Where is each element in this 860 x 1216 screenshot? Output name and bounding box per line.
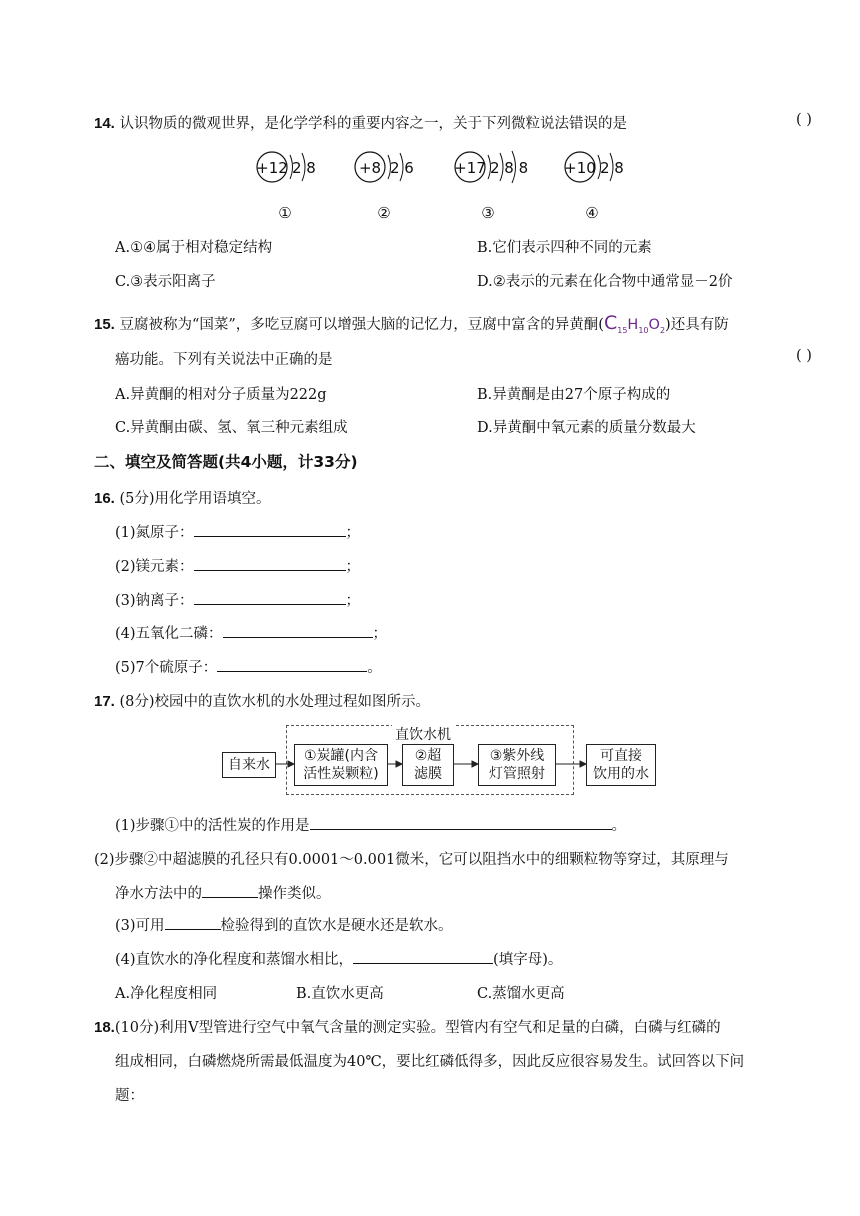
answer-blank[interactable] <box>194 590 346 605</box>
option-c: C.③表示阳离子 <box>115 274 216 290</box>
question-number: 16. <box>94 490 115 507</box>
diagram-title: 直饮水机 <box>392 724 454 744</box>
atom-diagram-3 <box>454 151 528 222</box>
option-d: D.异黄酮中氧元素的质量分数最大 <box>477 420 696 436</box>
question-stem: (5分)用化学用语填空。 <box>119 491 271 507</box>
chemical-formula: $C_{15}H_{10}O_2$ <box>603 312 666 335</box>
question-17 <box>94 690 430 711</box>
atom-label: ② <box>377 204 391 222</box>
answer-bracket: ( ) <box>796 112 812 128</box>
fill-item-2: (2)镁元素： ； <box>115 555 360 576</box>
option-b: B.异黄酮是由27个原子构成的 <box>477 387 671 403</box>
fill-item-1: (1)氮原子： ； <box>115 521 360 542</box>
step-2-box: ②超 滤膜 <box>402 744 454 786</box>
question-15 <box>94 312 729 335</box>
question-stem-end: )还具有防 <box>665 317 729 333</box>
answer-blank[interactable] <box>353 949 493 964</box>
step-1-box: ①炭罐(内含 活性炭颗粒) <box>294 744 388 786</box>
atom-label: ④ <box>585 204 599 222</box>
option-c: C.异黄酮由碳、氢、氧三种元素组成 <box>115 420 348 436</box>
flow-arrows <box>222 722 660 796</box>
question-number: 17. <box>94 693 115 710</box>
option-a: A.净化程度相同 <box>115 986 218 1002</box>
section-heading: 二、填空及简答题(共4小题，计33分) <box>94 453 358 471</box>
option-c: C.蒸馏水更高 <box>477 986 565 1002</box>
fill-item-3: (3)钠离子： ； <box>115 589 360 610</box>
sub-question-3: (3)可用 检验得到的直饮水是硬水还是软水。 <box>115 914 453 935</box>
fill-item-4: (4)五氧化二磷： ； <box>115 622 387 643</box>
sub-question-1: (1)步骤①中的活性炭的作用是 。 <box>115 814 626 835</box>
question-14 <box>94 112 627 133</box>
answer-bracket: ( ) <box>796 348 812 364</box>
question-stem: (10分)利用V型管进行空气中氧气含量的测定实验。型管内有空气和足量的白磷，白磷与红磷的 <box>114 1020 721 1036</box>
atom-label: ① <box>278 204 292 222</box>
question-stem: 认识物质的微观世界，是化学学科的重要内容之一，关于下列微粒说法错误的是 <box>119 116 627 132</box>
atom-diagram-1 <box>256 152 316 222</box>
question-number: 18. <box>94 1019 115 1036</box>
atom-diagram-4 <box>564 152 624 222</box>
option-a: A.①④属于相对稳定结构 <box>115 240 273 256</box>
electron-shells: 2 8 8 <box>490 159 529 177</box>
output-box: 可直接 饮用的水 <box>586 744 656 786</box>
question-stem: 豆腐被称为“国菜”，多吃豆腐可以增强大脑的记忆力，豆腐中富含的异黄酮( <box>119 317 604 333</box>
question-number: 15. <box>94 316 115 333</box>
nucleus-charge: +12 <box>256 159 288 177</box>
answer-blank[interactable] <box>310 815 612 830</box>
atom-structure-diagrams <box>250 143 630 225</box>
option-b: B.直饮水更高 <box>296 986 384 1002</box>
nucleus-charge: +8 <box>358 159 382 177</box>
question-stem: (8分)校园中的直饮水机的水处理过程如图所示。 <box>119 694 431 710</box>
nucleus-charge: +10 <box>564 159 596 177</box>
electron-shells: 2 6 <box>390 159 414 177</box>
option-b: B.它们表示四种不同的元素 <box>477 240 652 256</box>
sub-question-2-line2: 净水方法中的 操作类似。 <box>115 882 331 903</box>
question-18 <box>94 1016 721 1037</box>
question-stem-line2: 组成相同，白磷燃烧所需最低温度为40℃，要比红磷低得多，因此反应很容易发生。试回答以下问 <box>115 1054 745 1070</box>
electron-shells: 2 8 <box>292 159 316 177</box>
atom-label: ③ <box>481 204 495 222</box>
answer-blank[interactable] <box>202 883 258 898</box>
water-process-diagram <box>222 722 660 796</box>
option-d: D.②表示的元素在化合物中通常显－2价 <box>477 274 733 290</box>
nucleus-charge: +17 <box>454 159 486 177</box>
answer-blank[interactable] <box>194 556 346 571</box>
question-stem-line3: 题： <box>115 1088 144 1104</box>
source-box: 自来水 <box>222 752 276 778</box>
answer-blank[interactable] <box>217 657 367 672</box>
answer-blank[interactable] <box>165 915 221 930</box>
sub-question-2-line1: (2)步骤②中超滤膜的孔径只有0.0001～0.001微米，它可以阻挡水中的细颗粒物等穿过，其原理与 <box>94 852 729 868</box>
fill-item-5: (5)7个硫原子： 。 <box>115 656 382 677</box>
electron-shells: 2 8 <box>600 159 624 177</box>
option-a: A.异黄酮的相对分子质量为222g <box>115 387 327 403</box>
question-stem-line2: 癌功能。下列有关说法中正确的是 <box>115 352 333 368</box>
step-3-box: ③紫外线 灯管照射 <box>478 744 556 786</box>
question-16 <box>94 487 271 508</box>
sub-question-4: (4)直饮水的净化程度和蒸馏水相比， (填字母)。 <box>115 948 562 969</box>
question-number: 14. <box>94 115 115 132</box>
atom-diagram-2 <box>355 152 414 222</box>
answer-blank[interactable] <box>223 623 373 638</box>
answer-blank[interactable] <box>194 522 346 537</box>
